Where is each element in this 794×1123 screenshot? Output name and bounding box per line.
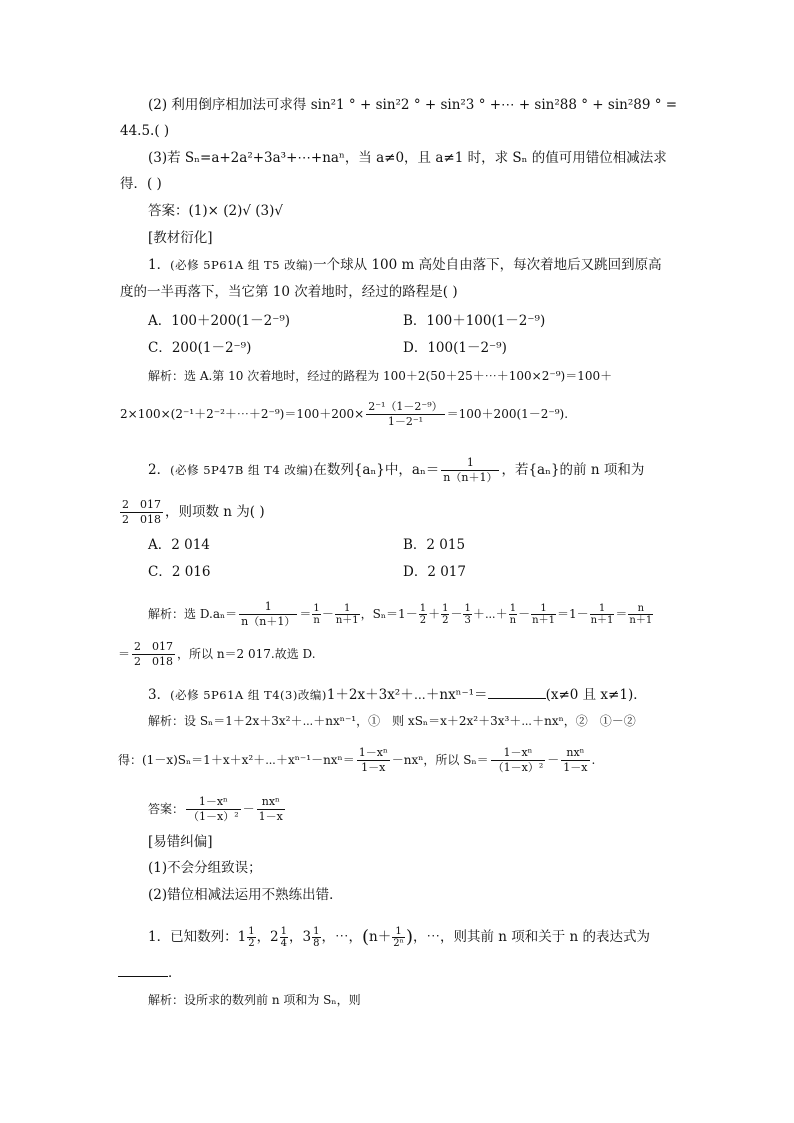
numerator: 1 — [335, 603, 360, 615]
numerator: 1 — [392, 926, 405, 938]
fraction — [247, 926, 255, 949]
numerator: 1 — [531, 603, 556, 615]
option-d: D．100(1－2⁻⁹) — [403, 340, 507, 356]
denominator: 1－x — [361, 761, 386, 774]
example-1-text: ，⋯，则其前 n 项和关于 n 的表达式为 — [412, 929, 651, 945]
question-source-ref: (必修 5P47B 组 T4 改编) — [170, 463, 314, 477]
numerator: 1－xⁿ — [186, 795, 241, 810]
fraction — [239, 600, 297, 629]
answer-judgement: 答案：(1)× (2)√ (3)√ — [148, 203, 283, 219]
denominator: n（n＋1） — [443, 471, 498, 484]
numerator: 1 — [313, 926, 320, 937]
fraction — [419, 603, 427, 626]
denominator: 1－x — [563, 761, 588, 774]
question-2-text: 在数列{aₙ}中，aₙ＝ — [313, 462, 440, 478]
numerator: nxⁿ — [257, 795, 285, 810]
period: ． — [168, 965, 182, 981]
question-1-text: 一个球从 100 m 高处自由落下，每次着地后又跳回到原高 — [313, 257, 662, 273]
fraction — [366, 400, 444, 429]
question-2 — [148, 456, 644, 485]
solution-2-line2: ＝ $\frac{2 017}{2 018}$ ，所以 n＝2 017.故选 D. — [118, 640, 316, 668]
question-number: 1． — [148, 257, 171, 273]
numerator: 1 — [442, 603, 449, 614]
fraction — [441, 603, 449, 626]
denominator: 3 — [464, 615, 471, 626]
section-heading-errors: [易错纠偏] — [148, 834, 213, 850]
error-item-2: (2)错位相减法运用不熟练出错． — [148, 887, 343, 903]
numerator: 2⁻¹（1－2⁻⁹） — [368, 400, 443, 413]
solution-3-line2: 得：(1－x)Sₙ＝1＋x＋x²＋⋯＋xⁿ⁻¹－nxⁿ＝ $\frac{\text{1－xⁿ}}{1-x}$ －nxⁿ，所以 Sₙ＝ $\frac{\text{1－xⁿ}}{\text{（1－x）²}}$ － $\frac{\text{nxⁿ}}{1-x}$ . — [118, 746, 596, 774]
fraction — [441, 456, 499, 485]
denominator: 2 018 — [134, 655, 174, 668]
fraction — [335, 603, 360, 626]
solution-1-line1: 解析：选 A.第 10 次着地时，经过的路程为 100＋2(50＋25＋⋯＋100×2⁻⁹)＝100＋ — [148, 369, 613, 383]
question-2-cont — [118, 498, 265, 527]
statement-3-cont: 得．( ) — [120, 176, 162, 192]
denominator: n — [509, 615, 517, 626]
denominator: 1－2⁻¹ — [387, 415, 424, 428]
fraction — [186, 795, 241, 824]
fraction — [257, 795, 285, 824]
fraction — [120, 498, 163, 527]
question-2-text-c: ，则项数 n 为( ) — [165, 504, 265, 520]
question-number: 1． — [148, 929, 171, 945]
answer-blank[interactable] — [488, 684, 546, 699]
fraction — [628, 603, 653, 626]
solution-1-line2 — [120, 400, 568, 429]
statement-3 — [148, 148, 667, 168]
solution-3-line1: 解析：设 Sₙ＝1＋2x＋3x²＋⋯＋nxⁿ⁻¹，① 则 xSₙ＝x＋2x²＋3x³＋⋯＋nxⁿ，② ①－② — [148, 714, 636, 728]
question-1 — [148, 255, 662, 275]
option-b: B．2 015 — [403, 537, 466, 553]
fraction — [561, 746, 589, 775]
denominator: n — [313, 615, 320, 626]
denominator: 1－x — [258, 810, 283, 823]
numerator: n — [628, 603, 653, 615]
example-1-lead: 已知数列： — [170, 929, 238, 945]
denominator: 2 — [419, 615, 427, 626]
denominator: 2ⁿ — [393, 938, 404, 949]
denominator: n（n＋1） — [241, 615, 296, 628]
numerator: 1－xⁿ — [491, 746, 546, 761]
question-source-ref: (必修 5P61A 组 T5 改编) — [170, 258, 314, 272]
example-1-blank-line — [118, 962, 182, 983]
solution-2-conclusion: ，所以 n＝2 017.故选 D. — [177, 647, 316, 661]
question-number: 3． — [148, 687, 171, 703]
question-3-condition: (x≠0 且 x≠1)． — [545, 687, 647, 703]
statement-3-formula: Sₙ=a+2a²+3a³+⋯+naⁿ — [184, 150, 345, 166]
numerator: 2 017 — [122, 498, 161, 511]
option-b: B．100＋100(1－2⁻⁹) — [403, 313, 546, 329]
section-heading-textbook: [教材衍化] — [148, 230, 213, 246]
fraction — [590, 603, 615, 626]
option-d: D．2 017 — [403, 564, 466, 580]
fraction — [463, 603, 471, 626]
question-1-cont: 度的一半再落下，当它第 10 次着地时，经过的路程是( ) — [120, 284, 458, 300]
statement-2-text: (2) 利用倒序相加法可求得 sin²1 ° + sin²2 ° + sin²3 ° +⋯ + sin²88 ° + sin²89 ° = — [148, 97, 678, 113]
denominator: （1－x）² — [188, 810, 239, 823]
fraction — [531, 603, 556, 626]
denominator: n＋1 — [629, 615, 653, 626]
fraction — [312, 603, 320, 626]
numerator: 1－xⁿ — [358, 746, 388, 759]
numerator: 1 — [419, 603, 427, 614]
option-c: C．2 016 — [148, 564, 211, 580]
fraction — [280, 926, 288, 949]
question-source-ref: (必修 5P61A 组 T4(3)改编) — [170, 688, 327, 702]
question-number: 2． — [148, 462, 171, 478]
answer-label: 答案： — [148, 802, 185, 816]
denominator: 2 — [442, 615, 449, 626]
statement-3-condition: ，当 a≠0，且 a≠1 时，求 Sₙ 的值可用错位相减法求 — [344, 150, 667, 166]
fraction — [392, 926, 405, 949]
numerator: nxⁿ — [561, 746, 589, 761]
denominator: 4 — [280, 938, 288, 949]
numerator: 1 — [239, 600, 297, 615]
solution-1-result: ＝100＋200(1－2⁻⁹). — [446, 407, 569, 421]
denominator: n＋1 — [532, 615, 555, 626]
answer-3: 答案： $\frac{\text{1－xⁿ}}{\text{（1－x）²}}$ － $\frac{\text{nxⁿ}}{1-x}$ — [148, 795, 283, 823]
option-a: A．2 014 — [148, 537, 210, 553]
example-1-solution: 解析：设所求的数列前 n 项和为 Sₙ，则 — [148, 993, 361, 1007]
denominator: n＋1 — [590, 615, 614, 626]
solution-2-lead: 解析：选 D.aₙ＝ — [148, 607, 238, 621]
numerator: 1 — [590, 603, 615, 615]
statement-3-prefix: (3)若 — [148, 150, 185, 166]
denominator: n＋1 — [335, 615, 359, 626]
equals: ＝ — [615, 607, 628, 621]
numerator: 1 — [280, 926, 288, 937]
fraction — [132, 640, 175, 669]
denominator: 2 — [248, 938, 255, 949]
denominator: （1－x）² — [492, 761, 544, 774]
numerator: 1 — [248, 926, 255, 937]
solution-3-result: －nxⁿ，所以 Sₙ＝ — [391, 753, 489, 767]
denominator: 8 — [313, 938, 320, 949]
numerator: 2 017 — [134, 640, 174, 653]
denominator: 2 018 — [122, 513, 161, 526]
fraction — [509, 603, 517, 626]
example-1: 1．已知数列：1 $\frac{1}{2}$ ，2 $\frac{1}{4}$ ，3 $\frac{1}{8}$ ，⋯，(n＋ $\frac{1}{\text{2ⁿ}}$ )，⋯，则其前 n 项和关于 n 的表达式为 — [148, 926, 651, 949]
answer-blank[interactable] — [118, 962, 168, 977]
solution-2-sum: ，Sₙ＝1－ — [360, 607, 418, 621]
option-c: C．200(1－2⁻⁹) — [148, 340, 252, 356]
option-a: A．100＋200(1－2⁻⁹) — [148, 313, 291, 329]
fraction — [491, 746, 546, 775]
question-3-text: 1＋2x＋3x²＋⋯＋nxⁿ⁻¹＝ — [326, 687, 488, 703]
solution-1-expr: 2×100×(2⁻¹＋2⁻²＋⋯＋2⁻⁹)＝100＋200× — [120, 407, 365, 421]
numerator: 1 — [509, 603, 517, 614]
numerator: 1 — [313, 603, 320, 614]
numerator: 1 — [441, 456, 499, 471]
question-2-text-b: ，若{aₙ}的前 n 项和为 — [501, 462, 645, 478]
fraction — [312, 926, 320, 949]
solution-3-expr: 得：(1－x)Sₙ＝1＋x＋x²＋⋯＋xⁿ⁻¹－nxⁿ＝ — [118, 753, 355, 767]
question-3 — [148, 684, 647, 705]
numerator: 1 — [464, 603, 471, 614]
error-item-1: (1)不会分组致误； — [148, 860, 262, 876]
solution-2-line1: 解析：选 D.aₙ＝ $\frac{1}{n(n+1)}$ ＝ $\frac{1}{n}$ － $\frac{1}{n+1}$ ，Sₙ＝1－ $\frac{1}{2}$ ＋ $\frac{1}{2}$ － $\frac{1}{3}$ ＋⋯＋ $\frac{1}{n}$ － $\frac{1}{n+1}$ ＝1－ $\frac{1}{n+1}$ ＝ $\frac{n}{n+1}$ — [148, 600, 653, 628]
statement-2-cont: 44.5.( ) — [120, 123, 170, 139]
fraction — [357, 746, 390, 775]
statement-2 — [148, 95, 677, 115]
